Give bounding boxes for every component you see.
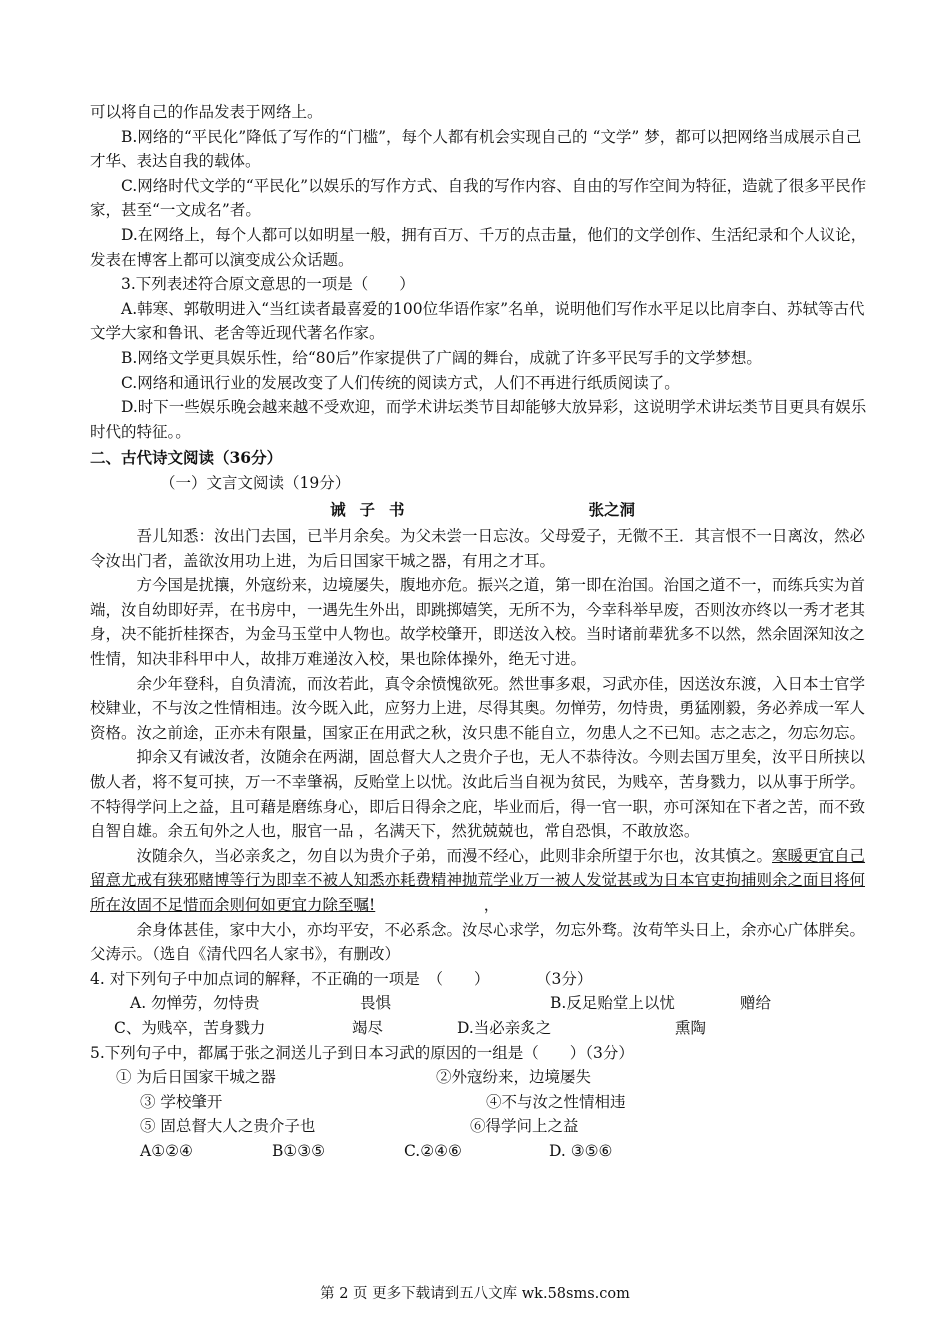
passage-paragraph: 吾儿知悉：汝出门去国，已半月余矣。为父未尝一日忘汝。父母爱子，无微不王．其言恨不一日离汝，然必令汝出门者，盖欲汝用功上进，为后日国家干城之器，有用之才耳。: [90, 527, 866, 570]
passage-paragraph: [90, 844, 870, 918]
q5-item-4: ④不与汝之性情相违: [486, 1092, 626, 1111]
question-3: 3.下列表述符合原文意思的一项是（ ）: [121, 275, 415, 294]
q5-item-2: ②外寇纷来，边境屡失: [436, 1068, 592, 1087]
author-name: 张之洞: [588, 499, 636, 519]
punctuation: ，: [483, 896, 500, 914]
document-page: [90, 100, 870, 1164]
q4-option-c-answer: 竭尽: [352, 1018, 384, 1037]
q5-item-5: ⑤ 固总督大人之贵介子也: [140, 1117, 316, 1136]
q4-options-row-2: [90, 1016, 870, 1041]
option-d-3: D.时下一些娱乐晚会越来越不受欢迎，而学术讲坛类节目却能够大放异彩，这说明学术讲坛类节目更具有娱乐时代的特征。。: [90, 398, 867, 441]
q4-option-b: B.反足贻堂上以忧: [550, 994, 675, 1013]
question-5: 5.下列句子中，都属于张之洞送儿子到日本习武的原因的一组是（ ）（3分）: [90, 1043, 634, 1062]
q4-option-a-answer: 畏惧: [360, 994, 392, 1013]
subsection-heading: （一）文言文阅读（19分）: [160, 473, 351, 492]
q5-option-a: A①②④: [140, 1141, 193, 1160]
q5-options-row: [90, 1139, 870, 1164]
passage-paragraph: 方今国是扰攘，外寇纷来，边境屡失，腹地亦危。振兴之道，第一即在治国。治国之道不一，而练兵实为首端，汝自幼即好弄，在书房中，一遇先生外出，即跳掷嬉笑，无所不为，今幸科举早废，否则汝亦终以一秀才老其身，决不能折桂探杏，为金马玉堂中人物也。故学校肇开，即送汝入校。当时诸前辈犹多不以然，然余固深知汝之性情，知决非科甲中人，故排万难递汝入校，果也除体操外，绝无寸进。: [90, 576, 866, 669]
option-d-2: D.在网络上，每个人都可以如明星一般，拥有百万、千万的点击量，他们的文学创作、生活纪录和个人议论，发表在博客上都可以演变成公众话题。: [90, 225, 867, 269]
paragraph-text: 汝随余久，当必亲炙之，勿自以为贵介子弟，而漫不经心，此则非余所望于尔也，汝其慎之。: [136, 846, 773, 865]
q5-option-c: C.②④⑥: [404, 1141, 462, 1160]
q5-item-6: ⑥得学问上之益: [470, 1117, 579, 1136]
question-4: 4. 对下列句子中加点词的解释，不正确的一项是 （ ） （3分）: [90, 969, 593, 988]
section-heading: 二、古代诗文阅读（36分）: [90, 448, 283, 468]
q5-item-3: ③ 学校肇开: [140, 1092, 223, 1111]
option-b-3: B.网络文学更具娱乐性，给“80后”作家提供了广阔的舞台，成就了许多平民写手的文学梦想。: [121, 348, 762, 367]
q4-option-b-answer: 赠给: [740, 994, 772, 1013]
q4-option-a: A. 勿惮劳，勿恃贵: [130, 994, 260, 1013]
text-line: 可以将自己的作品发表于网络上。: [90, 103, 323, 121]
title-text: 诫子书: [330, 499, 419, 519]
underlined-sentence: 寒暖更宜自己留意尤戒有狭邪赌博等行为即幸不被人知悉亦耗费精神抛荒学业万一被人发觉甚或为日本官吏拘捕则余之面目将何所在汝固不足惜而余则何如更宜力除至嘱!: [90, 846, 866, 914]
q5-item-1: ① 为后日国家干城之器: [116, 1068, 276, 1087]
q4-option-d-answer: 熏陶: [675, 1018, 707, 1037]
page-footer: 第 2 页 更多下载请到五八文库 wk.58sms.com: [320, 1286, 630, 1302]
q5-items-row-3: [90, 1114, 870, 1139]
q4-option-d: D.当必亲炙之: [457, 1018, 552, 1037]
option-a-3: A.韩寒、郭敬明进入“当红读者最喜爱的100位华语作家”名单，说明他们写作水平足以比肩李白、苏轼等古代文学大家和鲁讯、老舍等近现代著名作家。: [90, 299, 865, 343]
passage-paragraph: 余少年登科，自负清流，而汝若此，真令余愤愧欲死。然世事多艰，习武亦佳，因送汝东渡，入日本士官学校肄业，不与汝之性情相违。汝今既入此，应努力上进，尽得其奥。勿惮劳，勿恃贵，勇猛刚毅，务必养成一军人资格。汝之前途，正亦未有限量，国家正在用武之秋，汝只患不能自立，勿患人之不已知。志之志之，勿忘勿忘。: [90, 674, 866, 742]
q5-items-row-2: [90, 1090, 870, 1115]
option-c-2: C.网络时代文学的“平民化”以娱乐的写作方式、自我的写作内容、自由的写作空间为特征，造就了很多平民作家，甚至“一文成名”者。: [90, 176, 867, 220]
option-c-3: C.网络和通讯行业的发展改变了人们传统的阅读方式，人们不再进行纸质阅读了。: [121, 373, 680, 392]
q4-options-row-1: [90, 991, 870, 1016]
q5-option-b: B①③⑤: [272, 1141, 326, 1160]
passage-paragraph: 余身体甚佳，家中大小，亦均平安，不必系念。汝尽心求学，勿忘外骛。汝苟竿头日上，余亦心广体胖矣。父涛示。（选自《清代四名人家书》，有删改）: [90, 920, 866, 964]
passage-title: [90, 498, 870, 523]
option-b-2: B.网络的“平民化”降低了写作的“门槛”，每个人都有机会实现自己的 “文学” 梦，都可以把网络当成展示自己才华、表达自我的载体。: [90, 127, 862, 171]
q5-items-row-1: [90, 1065, 870, 1090]
q4-option-c: C、为贱卒，苦身戮力: [114, 1018, 266, 1037]
passage-paragraph: 抑余又有诫汝者，汝随余在两湖，固总督大人之贵介子也，无人不恭待汝。今则去国万里矣，汝平日所挟以傲人者，将不复可挟，万一不幸肇祸，反贻堂上以忧。汝此后当自视为贫民，为贱卒，苦身戮力，以从事于所学。不特得学问上之益，且可藉是磨练身心，即后日得余之庇，毕业而后，得一官一职，亦可深知在下者之苦，而不致自智自雄。余五旬外之人也，服官一品 ，名满天下，然犹兢兢也，常自恐惧，不敢放恣。: [90, 748, 866, 841]
q5-option-d: D. ③⑤⑥: [549, 1141, 613, 1160]
